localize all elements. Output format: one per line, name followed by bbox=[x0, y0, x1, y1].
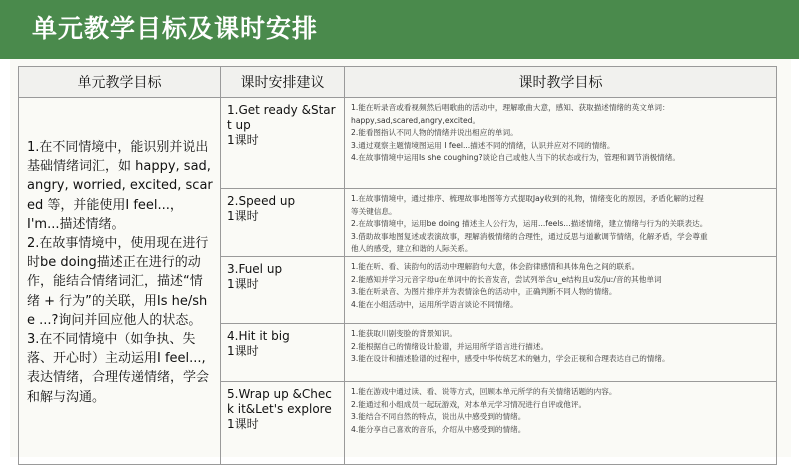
objective-line: 2.在故事情境中，运用be doing 描述主人公行为，运用...feels...描述情绪，建立情绪与行为的关联表达。 bbox=[351, 219, 708, 229]
objective-line: 3.能在听录音、为图片排序并为表情涂色的活动中，正确判断不同人物的情绪。 bbox=[351, 287, 617, 297]
objective-line: 等关键信息。 bbox=[351, 206, 397, 216]
unit-goal-item: 3.在不同情境中（如争执、失落、开心时）主动运用I feel...,表达情绪，合理传递情绪，学会和解与沟通。 bbox=[27, 332, 210, 405]
lesson-periods: 1课时 bbox=[227, 276, 259, 291]
lesson-periods: 1课时 bbox=[227, 416, 259, 431]
header-lesson-objectives: 课时教学目标 bbox=[345, 67, 777, 98]
lesson-cell bbox=[221, 323, 345, 381]
objectives-cell bbox=[345, 189, 777, 257]
lesson-plan-table bbox=[18, 66, 777, 465]
lesson-cell bbox=[221, 256, 345, 323]
objective-line: 2.能根据自己的情绪设计脸谱，并运用所学语言进行描述。 bbox=[351, 341, 549, 351]
header-lesson-schedule: 课时安排建议 bbox=[221, 67, 345, 98]
lesson-name: 5.Wrap up &Check it&Let's explore bbox=[227, 386, 332, 416]
objective-line: 3.借助故事地图复述或表演故事，理解消极情绪的合理性，通过反思与道歉调节情绪，化解矛盾，学会尊重 bbox=[351, 231, 708, 241]
unit-goal-item: 2.在故事情境中，使用现在进行时be doing描述正在进行的动作，能结合情绪词汇，描述“情绪 + 行为”的关联，用Is he/she ...?询问并回应他人的状态。 bbox=[27, 236, 209, 328]
objectives-cell bbox=[345, 256, 777, 323]
lesson-name: 2.Speed up bbox=[227, 194, 296, 208]
objective-line: happy,sad,scared,angry,excited。 bbox=[351, 115, 481, 125]
table-header-row bbox=[19, 67, 777, 98]
objective-line: 4.在故事情境中运用Is she coughing?谈论自己或他人当下的状态或行为，管理和调节消极情绪。 bbox=[351, 153, 680, 163]
objective-line: 4.能分享自己喜欢的音乐，介绍从中感受到的情绪。 bbox=[351, 424, 526, 434]
table-row bbox=[19, 98, 777, 189]
objective-line: 1.能获取川剧变脸的背景知识。 bbox=[351, 328, 457, 338]
unit-goals-cell bbox=[19, 98, 221, 465]
objective-line: 1.能在听录音或看视频然后唱歌曲的活动中，理解歌曲大意，感知、获取描述情绪的英文单词： bbox=[351, 103, 670, 112]
objective-line: 3.通过观察主题情境图运用 I feel...描述不同的情绪，认识并应对不同的情绪。 bbox=[351, 140, 615, 150]
objective-line: 3.能结合不同自然的特点，说出从中感受到的情绪。 bbox=[351, 412, 526, 422]
objective-line: 1.能在听、看、读韵句的活动中理解韵句大意，体会韵律感情和具体角色之间的联系。 bbox=[351, 261, 640, 271]
unit-goal-item: 1.在不同情境中，能识别并说出基础情绪词汇，如 happy, sad, angry, worried, excited, scared 等，并能使用I feel...，I'm...描述情绪。 bbox=[27, 140, 213, 232]
objective-line: 4.能在小组活动中，运用所学语言谈论不同情绪。 bbox=[351, 299, 518, 309]
objective-line: 他人的感受，建立和谐的人际关系。 bbox=[351, 244, 473, 254]
objective-line: 1.能在游戏中通过读、看、说等方式，回顾本单元所学的有关情绪话题的内容。 bbox=[351, 386, 617, 396]
lesson-name: 3.Fuel up bbox=[227, 261, 283, 276]
lesson-periods: 1课时 bbox=[227, 209, 259, 223]
header-unit-goals: 单元教学目标 bbox=[19, 67, 221, 98]
objectives-cell bbox=[345, 98, 777, 189]
lesson-name: 1.Get ready &Start up bbox=[227, 103, 336, 132]
objectives-cell bbox=[345, 381, 777, 464]
objectives-cell bbox=[345, 323, 777, 381]
title-banner bbox=[0, 0, 799, 59]
lesson-cell bbox=[221, 189, 345, 257]
objective-line: 1.在故事情境中，通过排序、梳理故事地图等方式提取Jay收到的礼物，情绪变化的原因，矛盾化解的过程 bbox=[351, 194, 704, 203]
lesson-periods: 1课时 bbox=[227, 133, 259, 147]
objective-line: 2.能看图指认不同人物的情绪并说出相应的单词。 bbox=[351, 128, 518, 138]
objective-line: 2.能感知并学习元音字母u在单词中的长音发音，尝试列举含u_e结构且u发/juː/音的其他单词 bbox=[351, 274, 662, 284]
lesson-name: 4.Hit it big bbox=[227, 328, 290, 343]
lesson-cell bbox=[221, 381, 345, 464]
objective-line: 2.能通过和小组成员一起玩游戏，对本单元学习情况进行自评或他评。 bbox=[351, 399, 587, 409]
lesson-cell bbox=[221, 98, 345, 189]
page-title: 单元教学目标及课时安排 bbox=[32, 14, 319, 43]
objective-line: 3.能在设计和描述脸谱的过程中，感受中华传统艺术的魅力，学会正视和合理表达自己的情绪。 bbox=[351, 354, 670, 364]
lesson-periods: 1课时 bbox=[227, 343, 259, 358]
